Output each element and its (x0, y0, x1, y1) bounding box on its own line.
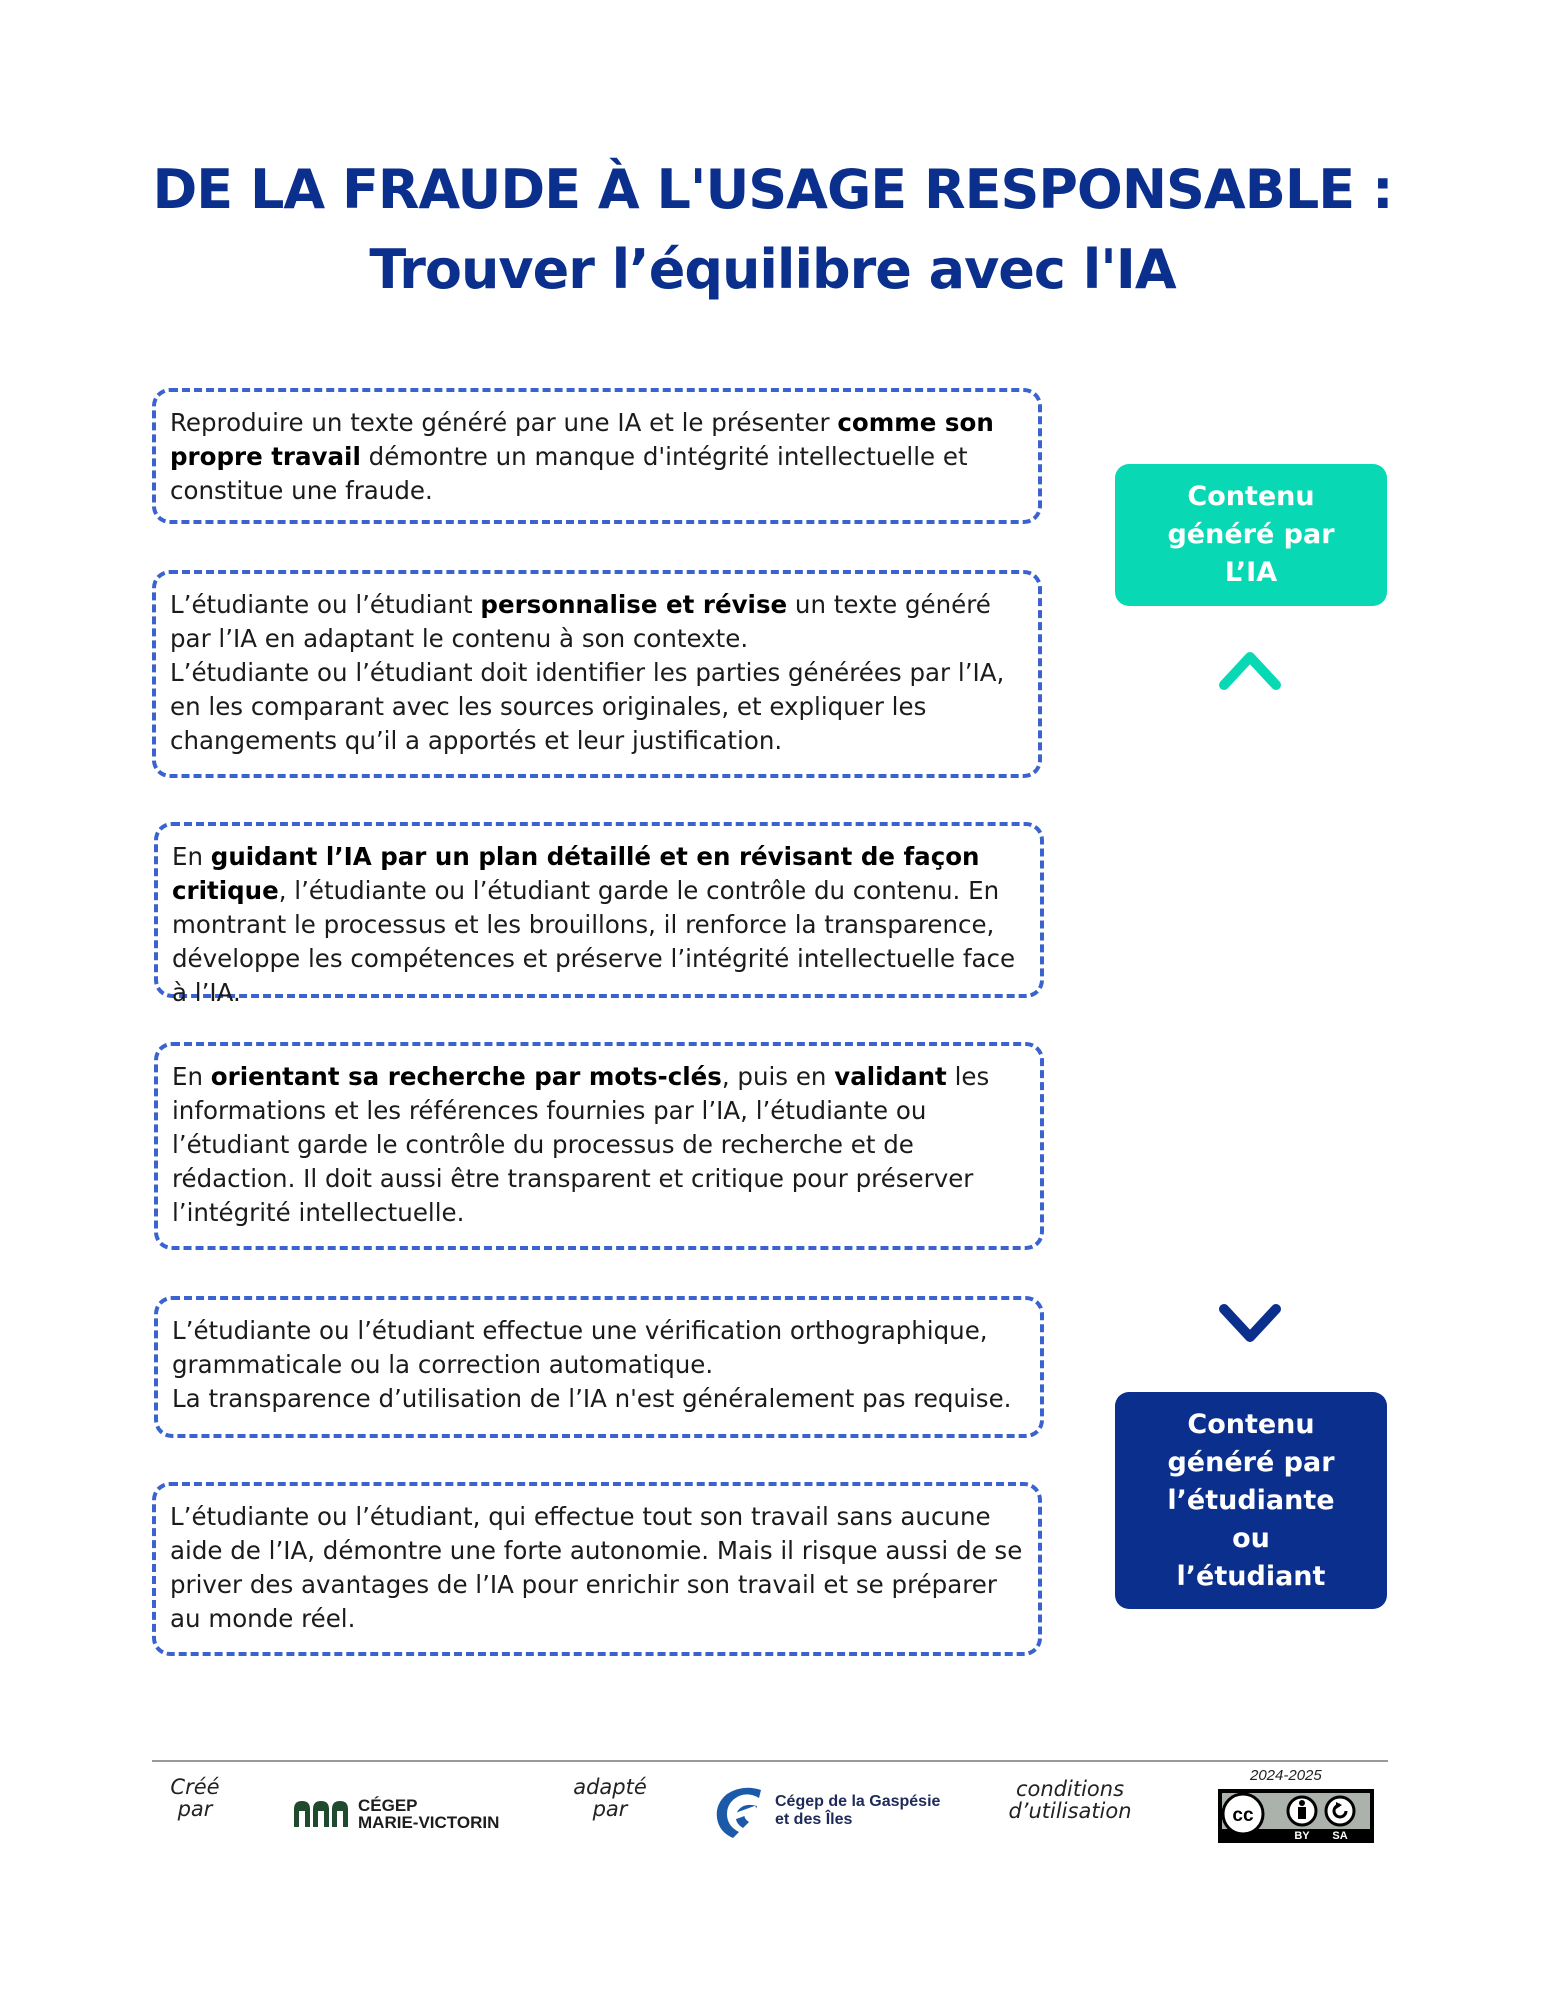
scale-top-label: Contenu généré par L’IA (1115, 464, 1387, 606)
cegep-marie-victorin-logo: CÉGEP MARIE-VICTORIN (292, 1797, 499, 1831)
card-guided-plan (154, 822, 1044, 1007)
card-text-segment: démontre un manque d'intégrité intellectuelle et constitue une fraude. (170, 442, 968, 505)
card-text-segment: les informations et les références fournies par l’IA, l’étudiante ou l’étudiant garde le contrôle du processus de recherche et de rédaction. Il doit aussi être transparent et critique pour préserver l’intégrité intellectuelle. (172, 1062, 990, 1227)
card-spellcheck (154, 1296, 1044, 1438)
card-text-extra: La transparence d’utilisation de l’IA n'est généralement pas requise. (172, 1384, 1012, 1413)
title-line-1: DE LA FRAUDE À L'USAGE RESPONSABLE : (152, 158, 1393, 221)
gaspesie-mark-icon (713, 1782, 765, 1840)
card-text-emphasis: personnalise et révise (480, 590, 788, 619)
card-text-segment: un texte généré par l’IA en adaptant le contenu à son contexte. (170, 590, 991, 653)
cc-by-sa-license-icon (1218, 1789, 1374, 1843)
card-text-emphasis: guidant l’IA par un plan détaillé et en révisant de façon critique (172, 842, 980, 905)
card-text (170, 588, 1024, 656)
card-text (172, 1060, 1026, 1230)
page-title (0, 150, 1545, 310)
card-text-segment: , l’étudiante ou l’étudiant garde le contrôle du contenu. En montrant le processus et les brouillons, il renforce la transparence, développe les compétences et préserve l’intégrité intellectuelle face à l’IA. (172, 876, 1016, 1007)
license-conditions-text: conditions d’utilisation (1008, 1777, 1132, 1823)
card-text-segment: L’étudiante ou l’étudiant effectue une vérification orthographique, grammaticale ou la correction automatique. (172, 1316, 988, 1379)
marie-victorin-mark-icon (292, 1799, 350, 1829)
card-text-emphasis: comme son propre travail (170, 408, 994, 471)
license-year: 2024-2025 (1250, 1767, 1322, 1784)
double-arrow-icon (1200, 645, 1300, 1350)
card-text-segment: En (172, 842, 211, 871)
footer-divider (152, 1760, 1388, 1762)
svg-text:BY: BY (1294, 1830, 1310, 1842)
cegep-gaspesie-logo: Cégep de la Gaspésie et des Îles (713, 1782, 940, 1840)
card-fraud (152, 388, 1042, 524)
card-text-segment: Reproduire un texte généré par une IA et le présenter (170, 408, 838, 437)
card-no-ai (152, 1482, 1042, 1656)
card-text-emphasis: validant (834, 1062, 947, 1091)
title-line-2: Trouver l’équilibre avec l'IA (369, 238, 1176, 301)
adapted-by-text: adapté par (573, 1775, 647, 1821)
svg-text:cc: cc (1232, 1805, 1254, 1826)
svg-text:SA: SA (1332, 1830, 1348, 1842)
card-text-segment: L’étudiante ou l’étudiant, qui effectue tout son travail sans aucune aide de l’IA, démontre une forte autonomie. Mais il risque aussi de se priver des avantages de l’IA pour enrichir son travail et se préparer au monde réel. (170, 1502, 1023, 1633)
card-text (172, 840, 1026, 1010)
card-text (170, 406, 1024, 508)
card-text (170, 1500, 1024, 1636)
card-text-emphasis: orientant sa recherche par mots-clés (210, 1062, 722, 1091)
card-text-segment: En (172, 1062, 211, 1091)
card-personalise (152, 570, 1042, 778)
created-by-text: Créé par (170, 1775, 220, 1821)
scale-bottom-label: Contenu généré par l’étudiante ou l’étudiant (1115, 1392, 1387, 1609)
card-keyword-research (154, 1042, 1044, 1250)
card-text-segment: L’étudiante ou l’étudiant (170, 590, 481, 619)
card-text-segment: , puis en (721, 1062, 835, 1091)
card-text (172, 1314, 1026, 1382)
card-text-extra: L’étudiante ou l’étudiant doit identifier les parties générées par l’IA, en les comparant avec les sources originales, et expliquer les changements qu’il a apportés et leur justification. (170, 658, 1005, 755)
